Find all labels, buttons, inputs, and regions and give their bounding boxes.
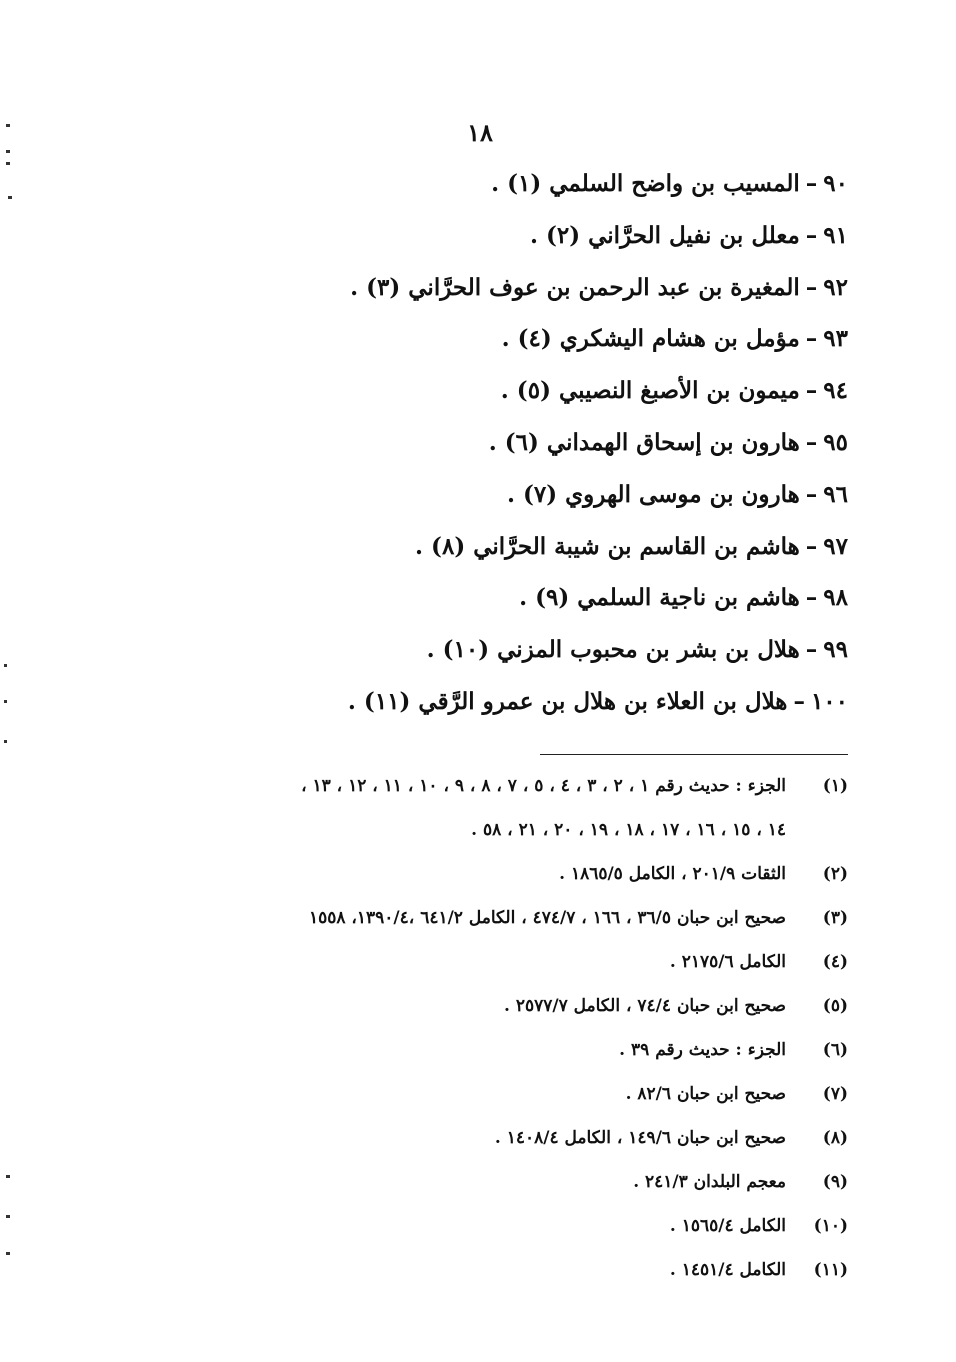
list-item: ٩٩–هلال بن بشر بن محبوب المزني (١٠) .	[288, 624, 848, 676]
entry-number: ٩٢	[823, 273, 848, 301]
scan-edge-mark	[6, 1215, 10, 1218]
footnote-text: صحيح ابن حبان ١٤٩/٦ ، الكامل ١٤٠٨/٤ .	[494, 1128, 786, 1148]
footnote	[88, 984, 848, 1028]
footnote-mark: (٦)	[822, 1040, 848, 1060]
entry-text: المغيرة بن عبد الرحمن بن عوف الحرَّاني (٣) .	[350, 273, 800, 301]
footnote	[88, 1204, 848, 1248]
entry-text: المسيب بن واضح السلمي (١) .	[491, 170, 800, 197]
footnote-mark: (٩)	[822, 1172, 848, 1192]
footnote-separator	[540, 754, 848, 755]
footnote	[88, 896, 848, 940]
scan-edge-mark	[6, 124, 10, 127]
list-item: ٩٤–ميمون بن الأصبغ النصيبي (٥) .	[288, 365, 848, 417]
footnote-mark: (٥)	[822, 996, 848, 1016]
entry-text: هاشم بن ناجية السلمي (٩) .	[519, 584, 800, 612]
footnote-text: الجزء : حديث رقم ١ ، ٢ ، ٣ ، ٤ ، ٥ ، ٧ ، ٨ ، ٩ ، ١٠ ، ١١ ، ١٢ ، ١٣ ،	[301, 776, 786, 796]
list-item: ٩٨–هاشم بن ناجية السلمي (٩) .	[288, 572, 848, 624]
entry-number: ٩٠	[823, 170, 848, 197]
footnote-mark: (٤)	[822, 952, 848, 972]
page-number: ١٨	[467, 118, 493, 147]
footnote-text: صحيح ابن حبان ٨٢/٦ .	[625, 1084, 786, 1104]
footnote-mark: (١٠)	[813, 1216, 848, 1236]
entry-text: مؤمل بن هشام اليشكري (٤) .	[501, 325, 800, 353]
list-item: ٩٥–هارون بن إسحاق الهمداني (٦) .	[288, 417, 848, 469]
entry-number: ٩٤	[823, 377, 848, 405]
entry-number: ٩١	[823, 221, 848, 249]
list-item: ٩٦–هارون بن موسى الهروي (٧) .	[288, 469, 848, 521]
scan-edge-mark	[4, 740, 7, 743]
list-item: ٩١–معلل بن نفيل الحرَّاني (٢) .	[288, 210, 848, 262]
footnote	[88, 1072, 848, 1116]
footnote-mark: (٧)	[822, 1084, 848, 1104]
footnote-text: معجم البلدان ٢٤١/٣ .	[633, 1172, 786, 1192]
footnote	[88, 764, 848, 852]
entry-number: ٩٨	[823, 584, 848, 612]
scan-edge-mark	[6, 150, 10, 153]
entry-number: ٩٧	[823, 532, 848, 560]
entry-number: ٩٥	[823, 428, 848, 456]
footnote-text-continued: ١٤ ، ١٥ ، ١٦ ، ١٧ ، ١٨ ، ١٩ ، ٢٠ ، ٢١ ، ٥٨ .	[471, 820, 786, 840]
narrator-list	[288, 158, 848, 728]
scan-edge-mark	[6, 1252, 10, 1255]
footnote-text: صحيح ابن حبان ٣٦/٥ ، ١٦٦ ، ٤٧٤/٧ ، الكامل ٦٤١/٢ ،١٣٩٠/٤، ١٥٥٨	[308, 908, 786, 928]
footnote-text: الثقات ٢٠١/٩ ، الكامل ١٨٦٥/٥ .	[559, 864, 786, 884]
entry-number: ٩٣	[823, 325, 848, 353]
entry-text: هارون بن موسى الهروي (٧) .	[507, 480, 800, 508]
footnote-text: الجزء : حديث رقم ٣٩ .	[619, 1040, 786, 1060]
list-item: ٩٣–مؤمل بن هشام اليشكري (٤) .	[288, 313, 848, 365]
entry-number: ٩٦	[823, 480, 848, 508]
entry-text: هارون بن إسحاق الهمداني (٦) .	[488, 428, 800, 456]
list-item: ٩٠–المسيب بن واضح السلمي (١) .	[288, 158, 848, 210]
entry-text: معلل بن نفيل الحرَّاني (٢) .	[529, 221, 800, 249]
footnote	[88, 1028, 848, 1072]
entry-number: ٩٩	[823, 636, 848, 664]
entry-text: ميمون بن الأصبغ النصيبي (٥) .	[500, 377, 800, 405]
footnote	[88, 852, 848, 896]
footnote-mark: (١١)	[813, 1260, 848, 1280]
footnotes	[88, 764, 848, 1292]
footnote	[88, 1248, 848, 1292]
entry-text: هلال بن العلاء بن هلال بن عمرو الرَّقي (١١) .	[347, 687, 788, 715]
footnote-text: صحيح ابن حبان ٧٤/٤ ، الكامل ٢٥٧٧/٧ .	[504, 996, 786, 1016]
scan-edge-mark	[6, 162, 10, 165]
entry-text: هاشم بن القاسم بن شيبة الحرَّاني (٨) .	[415, 532, 800, 560]
footnote	[88, 1116, 848, 1160]
footnote-mark: (١)	[822, 776, 848, 796]
scan-edge-mark	[4, 664, 7, 667]
footnote-text: الكامل ١٥٦٥/٤ .	[669, 1216, 786, 1236]
scan-edge-mark	[8, 196, 12, 199]
scan-edge-mark	[4, 700, 7, 703]
scan-edge-mark	[6, 1175, 10, 1178]
list-item: ٩٢–المغيرة بن عبد الرحمن بن عوف الحرَّاني (٣) .	[288, 262, 848, 314]
footnote-text: الكامل ١٤٥١/٤ .	[669, 1260, 786, 1280]
footnote-mark: (٨)	[822, 1128, 848, 1148]
entry-number: ١٠٠	[810, 687, 848, 715]
entry-text: هلال بن بشر بن محبوب المزني (١٠) .	[426, 636, 800, 664]
footnote-mark: (٢)	[822, 864, 848, 884]
footnote-mark: (٣)	[822, 908, 848, 928]
footnote	[88, 940, 848, 984]
footnote	[88, 1160, 848, 1204]
list-item: ١٠٠–هلال بن العلاء بن هلال بن عمرو الرَّقي (١١) .	[288, 676, 848, 728]
list-item: ٩٧–هاشم بن القاسم بن شيبة الحرَّاني (٨) .	[288, 521, 848, 573]
footnote-text: الكامل ٢١٧٥/٦ .	[669, 952, 786, 972]
